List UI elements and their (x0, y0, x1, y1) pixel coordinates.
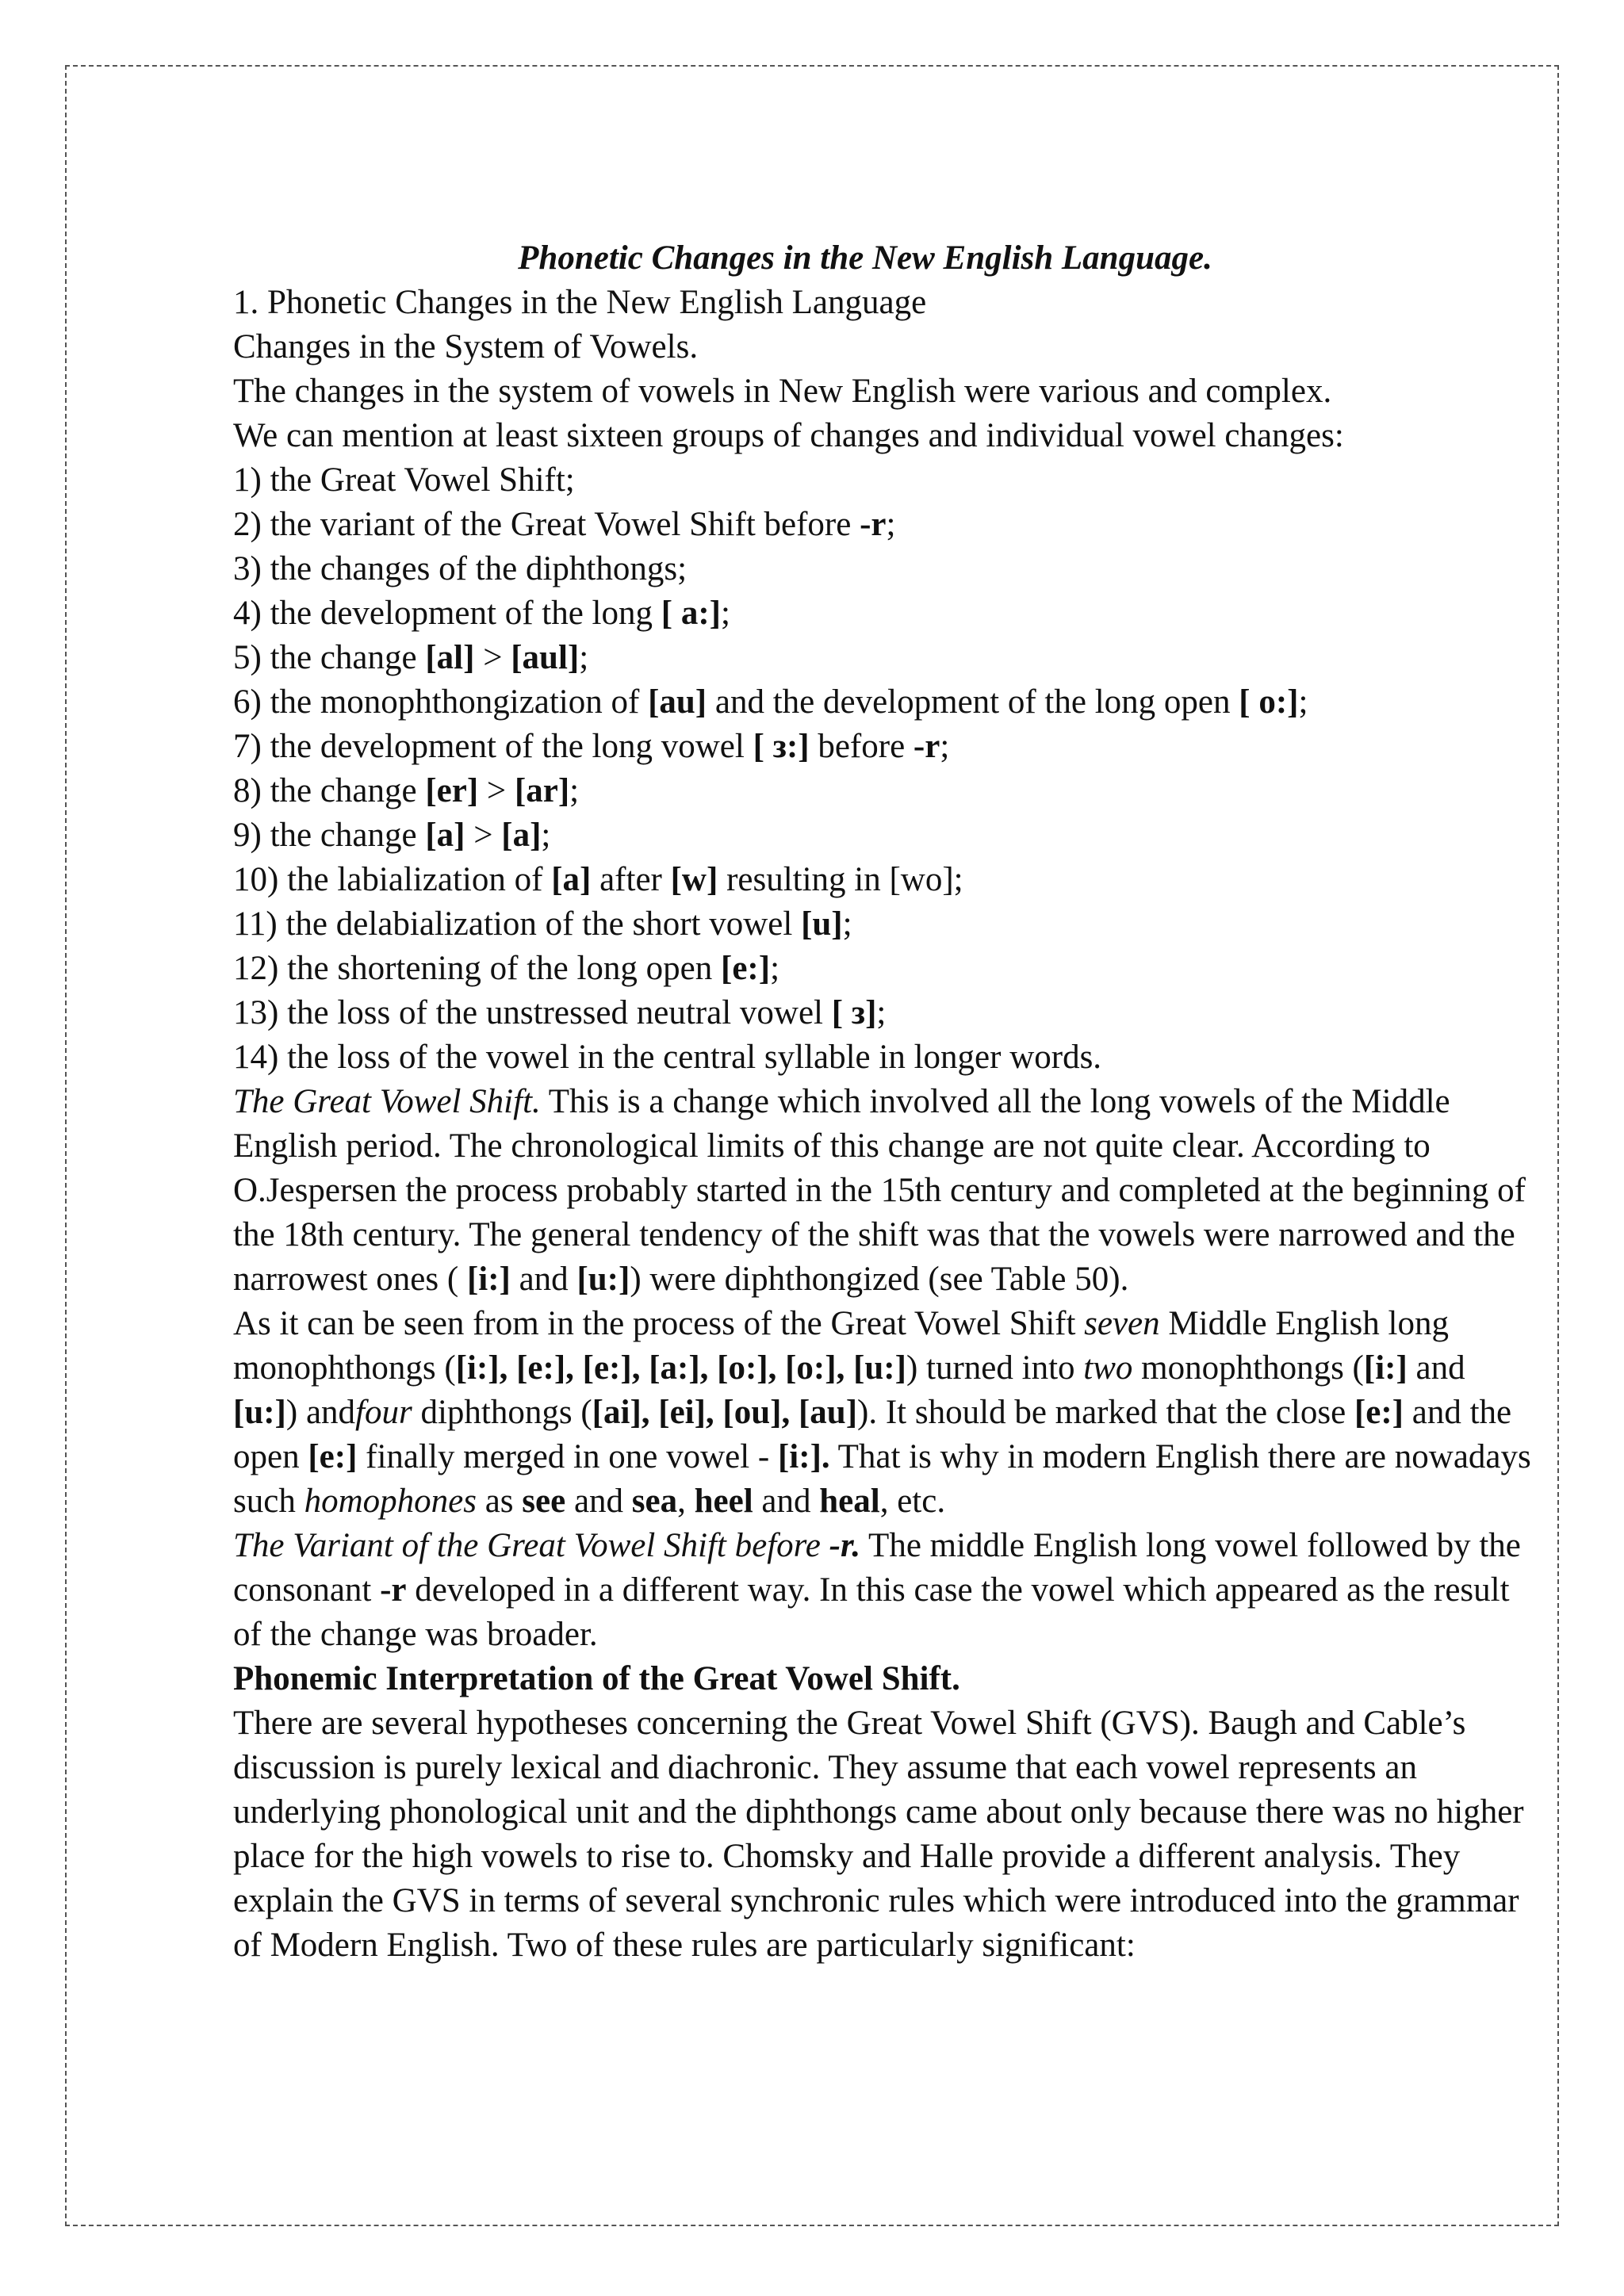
list-item (233, 858, 1534, 902)
item-bold: [aul] (511, 639, 580, 676)
list-item (233, 947, 1534, 991)
list-item (233, 769, 1534, 813)
paragraph-bold: [i:], [e:], [e:], [a:], [o:], [o:], [u:] (455, 1349, 906, 1387)
item-text: after (591, 861, 671, 898)
list-item (233, 813, 1534, 858)
paragraph-text: ) turned into (906, 1349, 1084, 1387)
item-text: 5) the change (233, 639, 426, 676)
paragraph-bold: [e:] (1354, 1394, 1404, 1431)
paragraph-text: Middle English long monophthongs ( (233, 1305, 1449, 1387)
paragraph-bold: [u:] (233, 1394, 286, 1431)
paragraph-bold: [i:] (466, 1261, 511, 1298)
paragraph-text: ). It should be marked that the close (857, 1394, 1354, 1431)
item-text: 12) the shortening of the long open (233, 950, 722, 987)
item-bold: [ з:] (753, 728, 810, 765)
item-text: 2) the variant of the Great Vowel Shift before (233, 506, 860, 543)
list-item: 1) the Great Vowel Shift; (233, 461, 575, 499)
item-text: resulting in [wo]; (718, 861, 963, 898)
list-item (233, 636, 1534, 680)
paragraph-heading: The Great Vowel Shift. (233, 1083, 541, 1120)
item-bold: [ з] (831, 994, 877, 1031)
item-text: 11) the delabialization of the short vowel (233, 905, 802, 943)
item-text: and the development of the long open (707, 683, 1239, 721)
item-text: 7) the development of the long vowel (233, 728, 753, 765)
phonemic-paragraph: There are several hypotheses concerning the Great Vowel Shift (GVS). Baugh and Cable’s discussion is purely lexical and diachronic. They assume that each vowel represents an underlying phonological unit and the diphthongs came about only because there was no higher place for the high vowels to rise to. Chomsky and Halle provide a different analysis. They explain the GVS in terms of several synchronic rules which were introduced into the grammar of Modern English. Two of these rules are particularly significant: (233, 1705, 1524, 1964)
item-bold: [u] (801, 905, 843, 943)
page-title: Phonetic Changes in the New English Language. (518, 239, 1212, 277)
paragraph-heading: -r. (829, 1527, 861, 1564)
paragraph-text: diphthongs ( (412, 1394, 592, 1431)
list-item: 3) the changes of the diphthongs; (233, 550, 688, 587)
item-bold: [ar] (514, 772, 570, 809)
paragraph-italic: seven (1084, 1305, 1160, 1342)
list-item (233, 725, 1534, 769)
item-bold: [er] (425, 772, 479, 809)
paragraph-italic: two (1083, 1349, 1133, 1387)
paragraph-bold: [i:]. (777, 1438, 830, 1475)
item-text: ; (720, 595, 730, 632)
paragraph-bold: see (522, 1483, 566, 1520)
list-item (233, 991, 1534, 1035)
paragraph-text: That is why in modern English there are nowadays such (233, 1438, 1531, 1520)
paragraph-text: developed in a different way. In this case the vowel which appeared as the result of the change was broader. (233, 1571, 1510, 1653)
item-text: ; (940, 728, 950, 765)
item-bold: [a] (551, 861, 592, 898)
paragraph-text: and (1407, 1349, 1465, 1387)
paragraph-bold: [i:] (1363, 1349, 1408, 1387)
paragraph-bold: sea (631, 1483, 678, 1520)
item-bold: [au] (648, 683, 707, 721)
item-text: ; (842, 905, 852, 943)
paragraph-bold: heel (694, 1483, 753, 1520)
item-bold: [ o:] (1239, 683, 1299, 721)
paragraph-text: ) were diphthongized (see Table 50). (630, 1261, 1129, 1298)
section-heading: Changes in the System of Vowels. (233, 328, 699, 365)
item-text: ; (876, 994, 887, 1031)
item-bold: [e:] (721, 950, 771, 987)
paragraph-italic: four (355, 1394, 412, 1431)
paragraph-text: and (753, 1483, 820, 1520)
item-text: ; (579, 639, 589, 676)
item-text: ; (1298, 683, 1308, 721)
item-bold: [a] (425, 817, 465, 854)
item-text: 9) the change (233, 817, 426, 854)
paragraph-text: monophthongs ( (1132, 1349, 1364, 1387)
list-item (233, 680, 1534, 725)
list-item (233, 902, 1534, 947)
item-text: before (809, 728, 914, 765)
list-item (233, 591, 1534, 636)
monophthongs-paragraph (233, 1302, 1534, 1524)
paragraph-italic: homophones (304, 1483, 477, 1520)
item-bold: [al] (425, 639, 475, 676)
changes-list (233, 458, 1534, 1080)
paragraph-bold: [u:] (576, 1261, 630, 1298)
paragraph-text: as (476, 1483, 523, 1520)
list-item: 14) the loss of the vowel in the central syllable in longer words. (233, 1039, 1102, 1076)
paragraph-text: As it can be seen from in the process of the Great Vowel Shift (233, 1305, 1085, 1342)
item-text: > (474, 639, 511, 676)
item-bold: -r (913, 728, 940, 765)
item-text: > (478, 772, 515, 809)
paragraph-bold: -r (380, 1571, 407, 1609)
paragraph-text: and (565, 1483, 632, 1520)
paragraph-bold: [e:] (308, 1438, 358, 1475)
item-text: ; (886, 506, 896, 543)
subtitle: 1. Phonetic Changes in the New English Language (233, 284, 927, 321)
paragraph-text: finally merged in one vowel - (357, 1438, 778, 1475)
item-text: 6) the monophthongization of (233, 683, 649, 721)
paragraph-text: and the open (233, 1394, 1512, 1475)
paragraph-heading: The Variant of the Great Vowel Shift before (233, 1527, 829, 1564)
list-item (233, 503, 1534, 547)
item-text: 10) the labialization of (233, 861, 552, 898)
item-text: ; (541, 817, 551, 854)
paragraph-text: ) and (285, 1394, 356, 1431)
item-text: > (465, 817, 502, 854)
item-text: ; (569, 772, 580, 809)
variant-paragraph (233, 1524, 1534, 1657)
paragraph-text: The middle English long vowel followed by the consonant (233, 1527, 1521, 1609)
intro-line: The changes in the system of vowels in New English were various and complex. (233, 373, 1332, 410)
item-text: 4) the development of the long (233, 595, 661, 632)
intro-line: We can mention at least sixteen groups of changes and individual vowel changes: (233, 417, 1344, 454)
paragraph-text: , etc. (879, 1483, 946, 1520)
item-text: 13) the loss of the unstressed neutral vowel (233, 994, 832, 1031)
paragraph-text: , (677, 1483, 695, 1520)
section-heading-phonemic: Phonemic Interpretation of the Great Vowel Shift. (233, 1660, 960, 1697)
paragraph-bold: heal (819, 1483, 880, 1520)
document-body (233, 236, 1534, 1968)
paragraph-text: and (510, 1261, 577, 1298)
paragraph-text: This is a change which involved all the long vowels of the Middle English period. The chronological limits of this change are not quite clear. According to O.Jespersen the process probably started in the 15th century and completed at the beginning of the 18th century. The general tendency of the shift was that the vowels were narrowed and the narrowest ones ( (233, 1083, 1526, 1298)
gvs-paragraph (233, 1080, 1534, 1302)
item-text: 8) the change (233, 772, 426, 809)
item-bold: [w] (670, 861, 718, 898)
item-bold: [a] (501, 817, 542, 854)
item-bold: -r (860, 506, 887, 543)
paragraph-bold: [ai], [ei], [ou], [au] (592, 1394, 858, 1431)
item-bold: [ a:] (661, 595, 721, 632)
item-text: ; (770, 950, 780, 987)
